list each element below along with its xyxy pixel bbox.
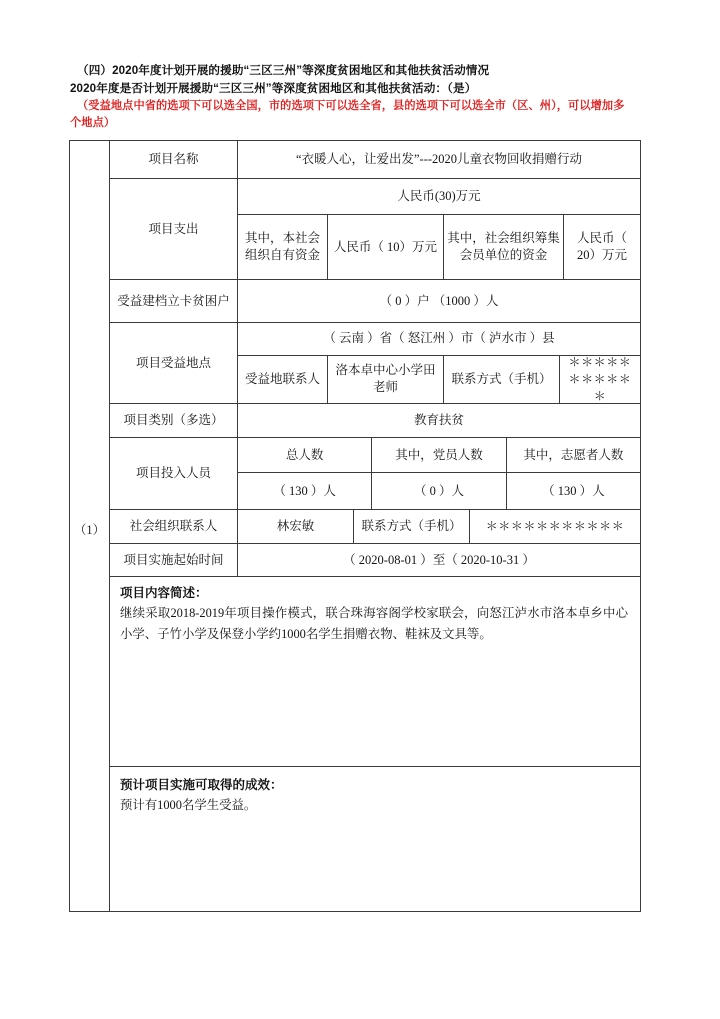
location-contact-row: [238, 356, 640, 404]
personnel-header-total: 总人数: [238, 438, 372, 472]
location-phone-label: 联系方式（手机）: [444, 356, 560, 404]
personnel-value-total: （ 130 ）人: [238, 473, 372, 509]
project-name-label: 项目名称: [110, 141, 238, 178]
org-contact-phone-value: ＊＊＊＊＊＊＊＊＊＊＊: [485, 519, 625, 533]
project-name-value: “衣暖人心，让爱出发”---2020儿童衣物回收捐赠行动: [295, 152, 583, 166]
outcome-block: [110, 767, 640, 911]
category-label: 项目类别（多选）: [110, 404, 238, 437]
section-heading-line-1: （四）2020年度计划开展的援助“三区三州”等深度贫困地区和其他扶贫活动情况: [77, 64, 490, 77]
expenditure-total-value: 人民币(30)万元: [397, 189, 481, 203]
self-funds-value: 人民币（ 10）万元: [328, 215, 444, 279]
table-row: [110, 404, 640, 438]
table-row: [110, 544, 640, 577]
period-value: （ 2020-08-01 ）至（ 2020-10-31 ）: [343, 552, 535, 567]
period-label: 项目实施起始时间: [110, 544, 238, 576]
outcome-body: 预计有1000名学生受益。: [120, 798, 257, 812]
index-column: [70, 141, 110, 911]
outcome-title: 预计项目实施可取得的成效：: [120, 778, 283, 792]
project-index-label: （1）: [74, 523, 105, 537]
table-row: [110, 179, 640, 280]
raised-funds-label: 其中，社会组织筹集会员单位的资金: [444, 215, 564, 279]
description-title: 项目内容简述：: [120, 586, 208, 600]
location-label: 项目受益地点: [110, 323, 238, 403]
expenditure-total-row: [238, 179, 640, 215]
expenditure-detail-row: [238, 215, 640, 279]
org-contact-label: 社会组织联系人: [110, 510, 238, 543]
location-contact-value: 洛本卓中心小学田老师: [328, 356, 444, 404]
personnel-value-volunteer: （ 130 ）人: [542, 483, 605, 498]
location-region-value: （ 云南 ）省（ 怒江州 ）市（ 泸水市 ）县: [323, 331, 555, 346]
description-body: 继续采取2018-2019年项目操作模式，联合珠海容阁学校家联会，向怒江泸水市洛本卓乡中心小学、子竹小学及保登小学约1000名学生捐赠衣物、鞋袜及文具等。: [120, 606, 628, 641]
personnel-value-row: [238, 473, 640, 509]
personnel-label: 项目投入人员: [110, 438, 238, 509]
self-funds-label: 其中，本社会组织自有资金: [238, 215, 328, 279]
table-row: [110, 280, 640, 323]
location-phone-value: ＊＊＊＊＊＊＊＊＊＊＊: [568, 354, 632, 403]
location-contact-label: 受益地联系人: [238, 356, 328, 404]
project-form-table: [69, 140, 641, 912]
table-row: [110, 438, 640, 510]
raised-funds-value: 人民币（ 20）万元: [576, 231, 627, 262]
expenditure-label: 项目支出: [110, 179, 238, 279]
personnel-header-party: 其中，党员人数: [372, 438, 506, 472]
description-wrapper: [110, 577, 640, 911]
expenditure-stack: [238, 179, 640, 279]
category-value: 教育扶贫: [413, 413, 464, 427]
table-row: [110, 141, 640, 179]
table-row: [110, 577, 640, 911]
warning-note-line-2: 个地点）: [70, 117, 116, 129]
heading-block: [70, 62, 670, 132]
personnel-header-volunteer: 其中，志愿者人数: [523, 447, 624, 462]
personnel-stack: [238, 438, 640, 509]
table-body-column: [110, 141, 640, 911]
poor-households-label: 受益建档立卡贫困户: [110, 280, 238, 322]
table-row: [110, 510, 640, 544]
table-row: [110, 323, 640, 404]
personnel-value-party: （ 0 ）人: [372, 473, 506, 509]
location-stack: [238, 323, 640, 403]
section-heading-line-2: 2020年度是否计划开展援助“三区三州”等深度贫困地区和其他扶贫活动：（是）: [70, 82, 477, 95]
org-contact-phone-label: 联系方式（手机）: [354, 510, 470, 543]
poor-households-value: （ 0 ）户 （1000 ）人: [379, 293, 499, 308]
org-contact-name: 林宏敏: [238, 510, 354, 543]
warning-note-line-1: （受益地点中省的选项下可以选全国，市的选项下可以选全省，县的选项下可以选全市（区、州），可以增加多: [77, 100, 625, 112]
description-block: [110, 577, 640, 767]
personnel-header-row: [238, 438, 640, 473]
location-region-row: [238, 323, 640, 356]
